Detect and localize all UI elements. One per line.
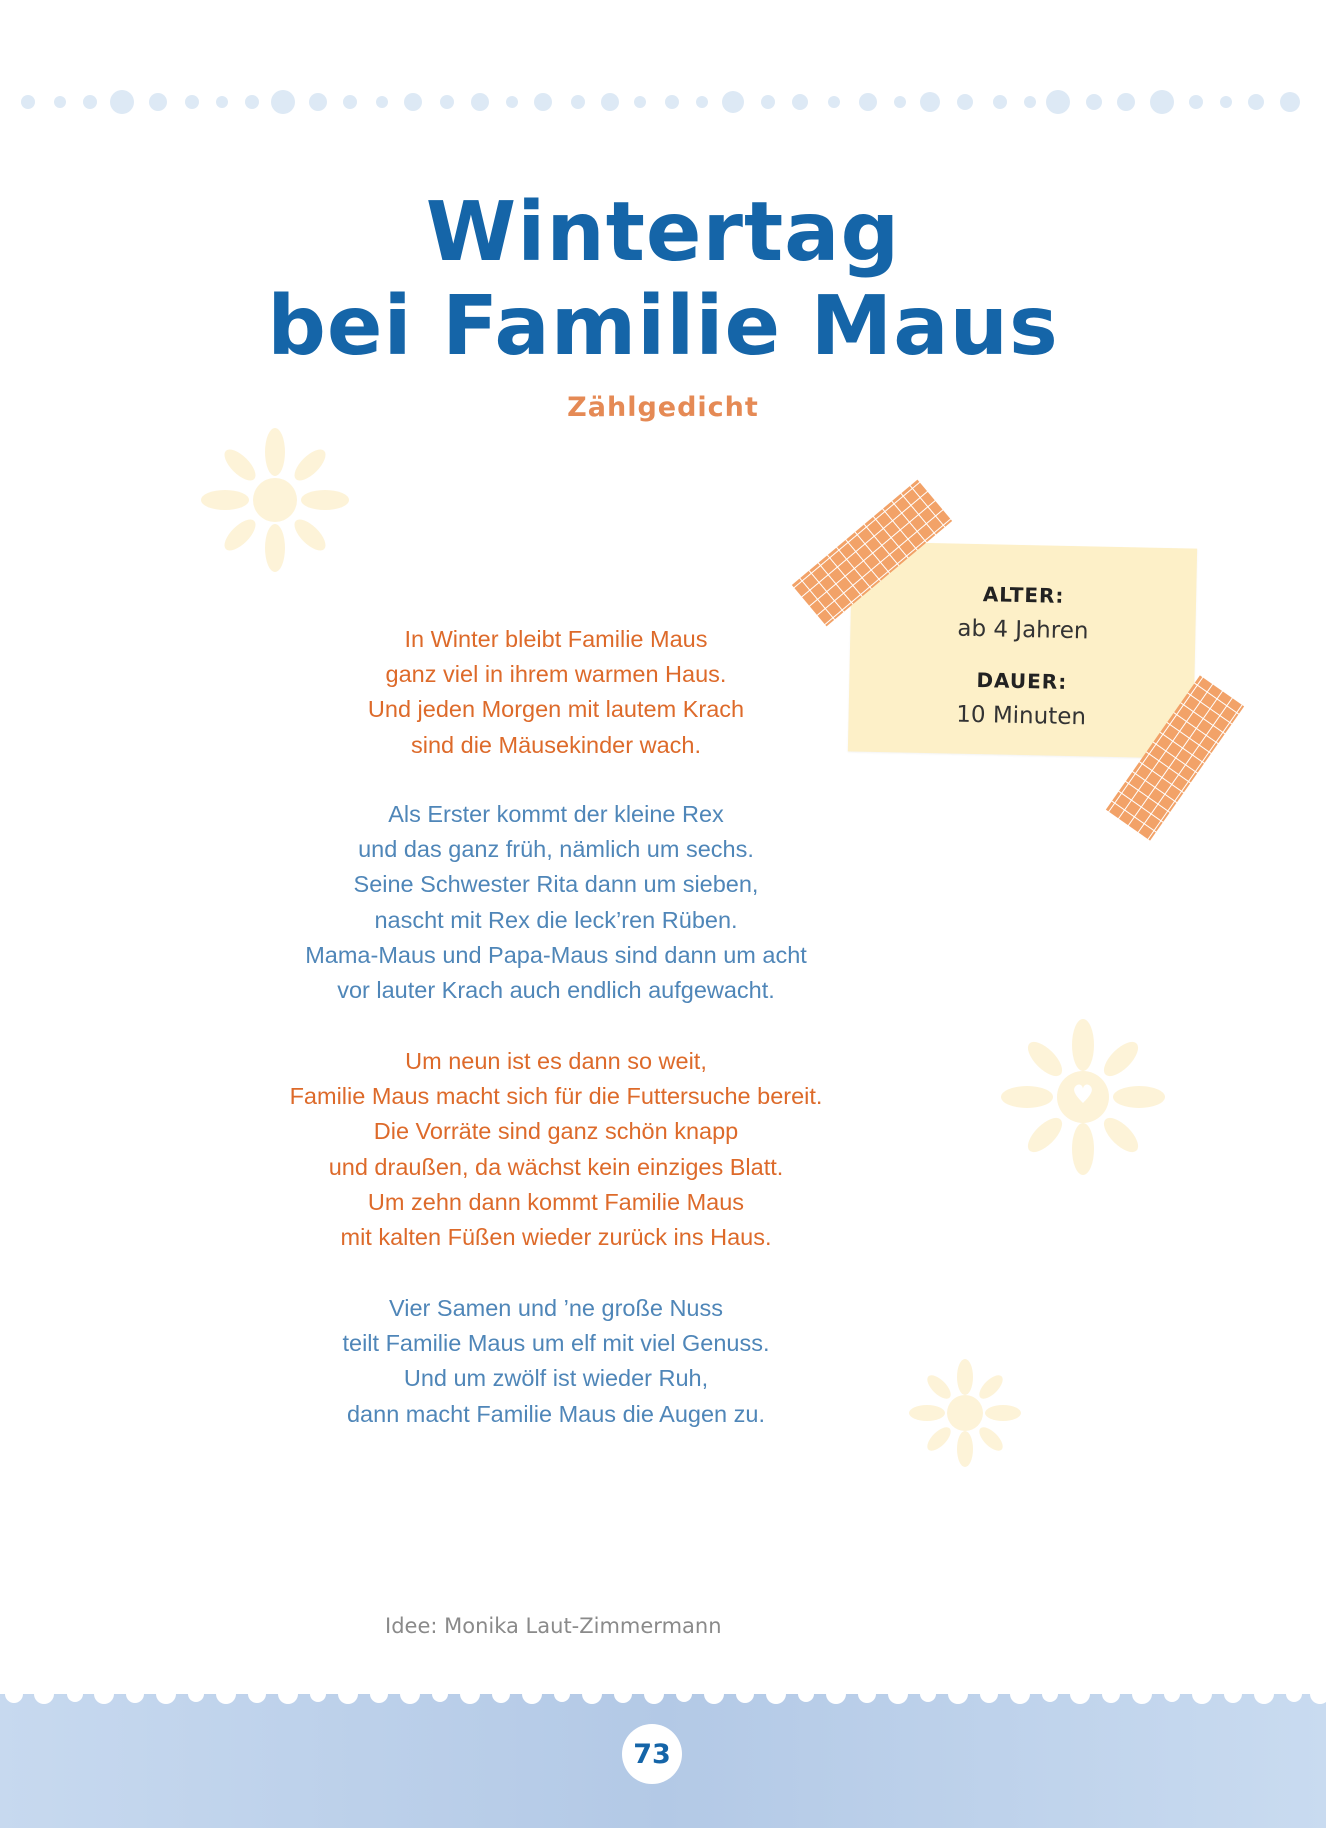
- poem-line: sind die Mäusekinder wach.: [411, 731, 701, 758]
- poem-stanza-1: [206, 622, 906, 763]
- page-number-badge: [622, 1724, 682, 1784]
- poem-line: Seine Schwester Rita dann um sieben,: [353, 871, 759, 898]
- poem-line: Familie Maus macht sich für die Futtersuche bereit.: [289, 1083, 823, 1110]
- poem-line: Um neun ist es dann so weit,: [405, 1048, 707, 1074]
- snowflake-icon: [905, 1355, 1025, 1470]
- poem-line: teilt Familie Maus um elf mit viel Genuss.: [342, 1330, 770, 1357]
- poem-line: Und um zwölf ist wieder Ruh,: [403, 1365, 709, 1392]
- top-dot-border: [0, 78, 1326, 126]
- poem-line: dann macht Familie Maus die Augen zu.: [346, 1400, 765, 1427]
- poem-stanza-4: [206, 1291, 906, 1432]
- poem-line: Als Erster kommt der kleine Rex: [388, 801, 724, 827]
- duration-value: 10 Minuten: [956, 701, 1087, 731]
- page-number: 73: [633, 1738, 671, 1770]
- duration-label: DAUER:: [976, 668, 1068, 694]
- page-title-line2: bei Familie Maus: [267, 279, 1059, 374]
- poem-line: In Winter bleibt Familie Maus: [404, 626, 708, 652]
- tape-strip-top: [782, 478, 962, 628]
- age-value: ab 4 Jahren: [957, 615, 1089, 645]
- poem-line: Mama-Maus und Papa-Maus sind dann um acht: [305, 941, 807, 968]
- poem-stanza-2: [206, 797, 906, 1008]
- poem-line: und draußen, da wächst kein einziges Blatt.: [328, 1153, 784, 1180]
- poem-stanza-3: [206, 1044, 906, 1255]
- poem-line: Und jeden Morgen mit lautem Krach: [367, 696, 745, 723]
- poem-line: nascht mit Rex die leck’ren Rüben.: [374, 906, 738, 933]
- poem-line: Die Vorräte sind ganz schön knapp: [373, 1118, 739, 1145]
- poem-line: Vier Samen und ’ne große Nuss: [389, 1295, 723, 1321]
- poem-line: mit kalten Füßen wieder zurück ins Haus.: [340, 1224, 772, 1251]
- poem-line: und das ganz früh, nämlich um sechs.: [358, 836, 754, 863]
- poem-line: vor lauter Krach auch endlich aufgewacht.: [337, 977, 775, 1004]
- author-credit: Idee: Monika Laut-Zimmermann: [385, 1614, 722, 1638]
- poem-line: ganz viel in ihrem warmen Haus.: [385, 661, 727, 688]
- snowflake-icon: [995, 1015, 1170, 1180]
- poem-line: Um zehn dann kommt Familie Maus: [367, 1188, 745, 1215]
- tape-strip-bottom: [1095, 668, 1255, 848]
- age-label: ALTER:: [982, 582, 1065, 608]
- page-title-line1: Wintertag: [425, 185, 901, 280]
- page-subtitle: Zählgedicht: [567, 392, 759, 423]
- snowflake-icon: [195, 425, 355, 575]
